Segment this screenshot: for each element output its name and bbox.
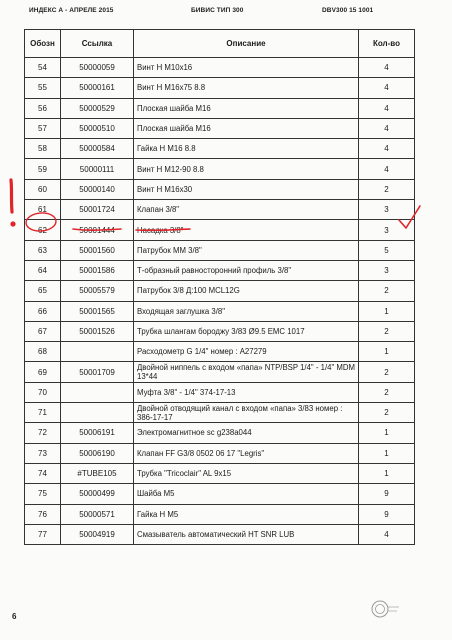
row-description: Т-образный равносторонний профиль 3/8" [134,260,359,280]
row-description: Плоская шайба М16 [134,118,359,138]
table-row [25,321,415,341]
row-reference: 50000510 [61,118,134,138]
row-reference [61,382,134,402]
row-quantity: 5 [359,240,415,260]
row-position: 75 [25,484,61,504]
row-quantity: 2 [359,403,415,423]
row-position: 60 [25,179,61,199]
row-quantity: 2 [359,281,415,301]
row-description: Винт Н М12-90 8.8 [134,159,359,179]
row-description: Трубка "Tricoclair" AL 9x15 [134,463,359,483]
column-header-quantity: Кол-во [359,30,415,58]
column-header-position: Обозн [25,30,61,58]
row-position: 77 [25,524,61,544]
row-description: Электромагнитное sc g238a044 [134,423,359,443]
row-quantity: 4 [359,524,415,544]
row-quantity: 2 [359,382,415,402]
row-position: 66 [25,301,61,321]
row-position: 61 [25,200,61,220]
row-reference: 50001709 [61,362,134,382]
row-quantity: 1 [359,301,415,321]
row-reference: 50000059 [61,58,134,78]
parts-table [24,29,415,545]
row-reference: 50001724 [61,200,134,220]
document-title: БИВИС ТИП 300 [191,7,244,14]
row-reference: 50006190 [61,443,134,463]
row-description: Винт Н М16х30 [134,179,359,199]
row-reference: 50001565 [61,301,134,321]
row-reference: 50000111 [61,159,134,179]
row-reference: 50000571 [61,504,134,524]
table-row [25,463,415,483]
row-reference: #TUBE105 [61,463,134,483]
table-row [25,78,415,98]
row-reference [61,403,134,423]
row-description: Расходометр G 1/4" номер : A27279 [134,342,359,362]
table-row [25,118,415,138]
table-row [25,200,415,220]
row-reference: 50001586 [61,260,134,280]
table-row [25,301,415,321]
row-description: Винт Н М16х75 8.8 [134,78,359,98]
page-number: 6 [12,612,17,621]
row-description: Двойной ниппель с входом «папа» NTP/BSP 1/4" - 1/4" MDM 13*44 [134,362,359,382]
document-code: DBV300 15 1001 [322,7,374,14]
row-description: Гайка Н М16 8.8 [134,139,359,159]
parts-table-body [25,58,415,545]
row-description: Шайба М5 [134,484,359,504]
row-reference: 50000499 [61,484,134,504]
row-quantity: 3 [359,260,415,280]
row-description: Двойной отводящий канал с входом «папа» 3/83 номер : 386-17-17 [134,403,359,423]
row-position: 71 [25,403,61,423]
row-description: Входящая заглушка 3/8" [134,301,359,321]
row-reference: 50001560 [61,240,134,260]
row-quantity: 4 [359,98,415,118]
row-description: Винт Н М10х16 [134,58,359,78]
table-row [25,179,415,199]
row-quantity: 4 [359,118,415,138]
row-reference: 50001444 [61,220,134,240]
row-reference: 50005579 [61,281,134,301]
row-reference: 50000161 [61,78,134,98]
row-quantity: 4 [359,58,415,78]
row-description: Клапан 3/8" [134,200,359,220]
column-header-description: Описание [134,30,359,58]
row-position: 69 [25,362,61,382]
table-header-row [25,30,415,58]
table-row [25,139,415,159]
row-quantity: 9 [359,484,415,504]
row-reference: 50004919 [61,524,134,544]
row-quantity: 1 [359,443,415,463]
row-quantity: 3 [359,220,415,240]
table-row [25,281,415,301]
table-row [25,220,415,240]
row-position: 67 [25,321,61,341]
row-reference: 50000140 [61,179,134,199]
row-reference: 50001526 [61,321,134,341]
row-quantity: 9 [359,504,415,524]
table-row [25,362,415,382]
row-position: 54 [25,58,61,78]
row-description: Клапан FF G3/8 0502 06 17 "Legris" [134,443,359,463]
row-description: Муфта 3/8" - 1/4" 374-17-13 [134,382,359,402]
row-position: 64 [25,260,61,280]
table-row [25,382,415,402]
row-description: Смазыватель автоматический HT SNR LUB [134,524,359,544]
row-quantity: 4 [359,139,415,159]
table-row [25,443,415,463]
row-quantity: 3 [359,200,415,220]
row-description: Насадка 3/8" [134,220,359,240]
company-logo-stamp [370,598,400,622]
row-description: Плоская шайба М16 [134,98,359,118]
table-row [25,484,415,504]
row-description: Трубка шлангам бороджу 3/83 Ø9.5 EMC 1017 [134,321,359,341]
row-position: 70 [25,382,61,402]
row-quantity: 4 [359,159,415,179]
table-row [25,260,415,280]
row-position: 74 [25,463,61,483]
row-position: 62 [25,220,61,240]
row-position: 59 [25,159,61,179]
row-description: Гайка Н М5 [134,504,359,524]
row-quantity: 4 [359,78,415,98]
row-position: 76 [25,504,61,524]
exclamation-dot-mark [10,221,15,226]
table-row [25,423,415,443]
table-row [25,342,415,362]
row-position: 55 [25,78,61,98]
row-position: 63 [25,240,61,260]
table-row [25,58,415,78]
row-position: 58 [25,139,61,159]
row-reference: 50006191 [61,423,134,443]
row-position: 56 [25,98,61,118]
row-position: 68 [25,342,61,362]
row-quantity: 1 [359,423,415,443]
row-quantity: 1 [359,463,415,483]
row-reference: 50000529 [61,98,134,118]
row-quantity: 2 [359,362,415,382]
row-quantity: 1 [359,342,415,362]
row-reference [61,342,134,362]
row-position: 65 [25,281,61,301]
row-position: 57 [25,118,61,138]
table-row [25,403,415,423]
row-description: Патрубок ММ 3/8" [134,240,359,260]
exclamation-stroke-mark [11,180,12,212]
row-quantity: 2 [359,179,415,199]
table-row [25,240,415,260]
row-position: 72 [25,423,61,443]
table-row [25,159,415,179]
table-row [25,504,415,524]
table-row [25,98,415,118]
row-quantity: 2 [359,321,415,341]
row-reference: 50000584 [61,139,134,159]
row-description: Патрубок 3/8 Д:100 MCL12G [134,281,359,301]
column-header-reference: Ссылка [61,30,134,58]
document-index-label: ИНДЕКС А - АПРЕЛЕ 2015 [29,7,114,14]
table-row [25,524,415,544]
row-position: 73 [25,443,61,463]
